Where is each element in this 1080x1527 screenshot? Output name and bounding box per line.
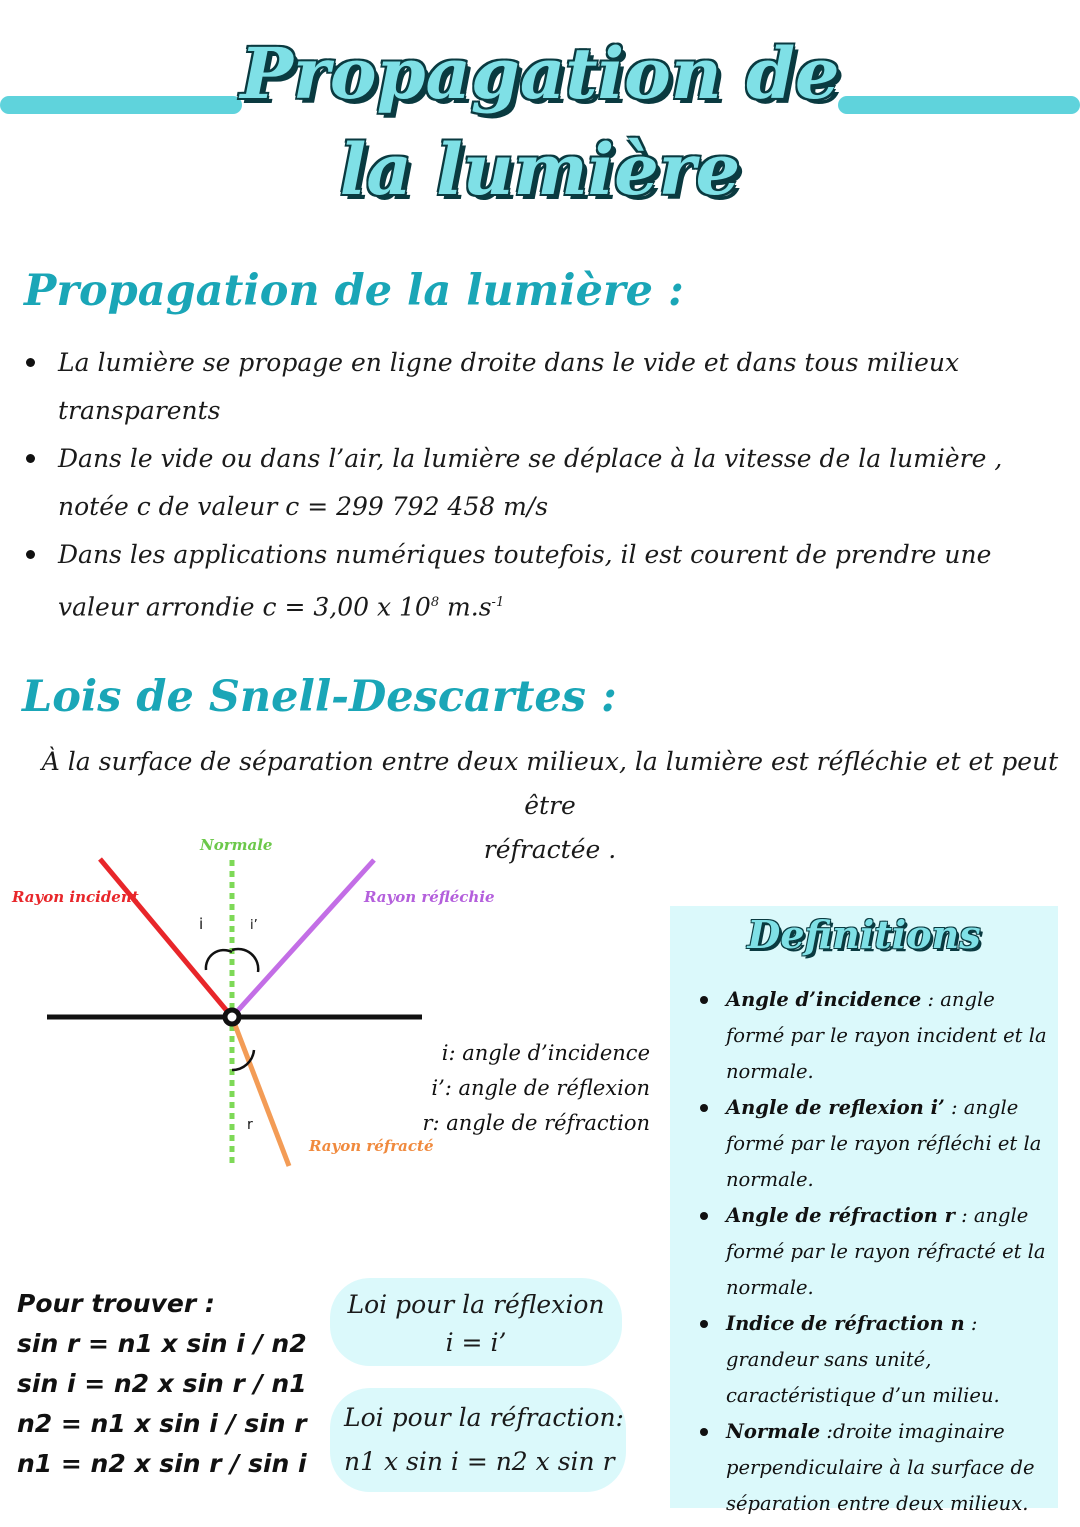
page-title: [180, 26, 900, 218]
label-reflected: Rayon réfléchie: [364, 888, 495, 906]
definition-text: : angle formé par le rayon réfléchi et la normale.: [726, 1096, 1042, 1191]
list-item: [700, 1414, 1052, 1522]
bullet-line: transparents: [58, 396, 221, 425]
definitions-title: Definitions: [747, 912, 981, 957]
label-incident: Rayon incident: [12, 888, 139, 906]
reflexion-law-formula: i = i’: [445, 1328, 507, 1357]
refraction-law-formula: n1 x sin i = n2 x sin r: [344, 1447, 615, 1476]
legend-item: i: angle d’incidence: [441, 1041, 650, 1065]
definition-text: : grandeur sans unité, caractéristique d’un milieu.: [726, 1312, 1000, 1407]
finding-formula: n2 = n1 x sin i / sin r: [17, 1409, 307, 1438]
propagation-bullet-list: [22, 339, 1062, 631]
page-title-line2: la lumière: [339, 128, 741, 211]
snell-intro-line2: réfractée .: [483, 835, 617, 864]
incidence-point: [225, 1010, 239, 1024]
legend-item: i’: angle de réflexion: [431, 1076, 650, 1100]
finding-block: [17, 1284, 307, 1484]
list-item: [700, 1306, 1052, 1414]
legend-item: r: angle de réfraction: [422, 1111, 650, 1135]
definition-term: Angle d’incidence: [726, 988, 922, 1011]
incident-ray: [100, 859, 232, 1017]
definition-text: :droite imaginaire perpendiculaire à la surface de séparation entre deux milieux.: [726, 1420, 1035, 1515]
reflexion-law-pill: [330, 1278, 622, 1366]
definition-term: Angle de réfraction r: [726, 1204, 955, 1227]
finding-title: Pour trouver :: [17, 1289, 215, 1318]
exponent: 8: [430, 595, 440, 610]
finding-formula: sin i = n2 x sin r / n1: [17, 1369, 307, 1398]
angle-i-prime-label: i’: [250, 918, 258, 933]
angle-legend: [400, 1036, 650, 1141]
refraction-law-pill: [330, 1388, 626, 1492]
list-item: [700, 982, 1052, 1090]
reflexion-law-title: Loi pour la réflexion: [347, 1290, 605, 1319]
unit: m.s: [439, 592, 492, 622]
finding-formula: n1 = n2 x sin r / sin i: [17, 1449, 307, 1478]
list-item: [700, 1198, 1052, 1306]
list-item: [22, 531, 1062, 631]
angle-i-arc: [206, 950, 232, 970]
finding-formula: sin r = n1 x sin i / n2: [17, 1329, 307, 1358]
snell-intro-line1: À la surface de séparation entre deux milieux, la lumière est réfléchie et et peut être: [41, 747, 1059, 820]
definition-term: Angle de reflexion i’: [726, 1096, 945, 1119]
section-propagation-title: Propagation de la lumière :: [24, 266, 684, 316]
definition-term: Indice de réfraction n: [726, 1312, 965, 1335]
bullet-line: Dans le vide ou dans l’air, la lumière se déplace à la vitesse de la lumière ,: [58, 444, 1003, 473]
angle-i-prime-arc: [232, 949, 258, 972]
list-item: [22, 435, 1062, 531]
reflected-ray: [232, 860, 374, 1017]
angle-r-label: r: [247, 1117, 253, 1133]
refraction-law-title: Loi pour la réfraction:: [344, 1403, 624, 1432]
page-title-line1: Propagation de: [240, 32, 840, 115]
bullet-line: valeur arrondie c = 3,00 x 10: [58, 592, 431, 622]
definitions-list: [700, 982, 1052, 1522]
list-item: [22, 339, 1062, 435]
definition-text: : angle formé par le rayon incident et la normale.: [726, 988, 1047, 1083]
bullet-line: notée c de valeur c = 299 792 458 m/s: [58, 492, 549, 521]
bullet-line: Dans les applications numériques toutefois, il est courent de prendre une: [58, 540, 992, 569]
section-snell-title: Lois de Snell-Descartes :: [22, 672, 617, 722]
label-normal: Normale: [200, 836, 273, 854]
list-item: [700, 1090, 1052, 1198]
definition-term: Normale: [726, 1420, 821, 1443]
exponent: -1: [491, 595, 505, 610]
definition-text: : angle formé par le rayon réfracté et la normale.: [726, 1204, 1046, 1299]
label-refracted: Rayon réfracté: [309, 1137, 434, 1155]
bullet-line: La lumière se propage en ligne droite dans le vide et dans tous milieux: [58, 348, 960, 377]
angle-i-label: i: [199, 915, 204, 933]
refracted-ray: [232, 1017, 289, 1166]
